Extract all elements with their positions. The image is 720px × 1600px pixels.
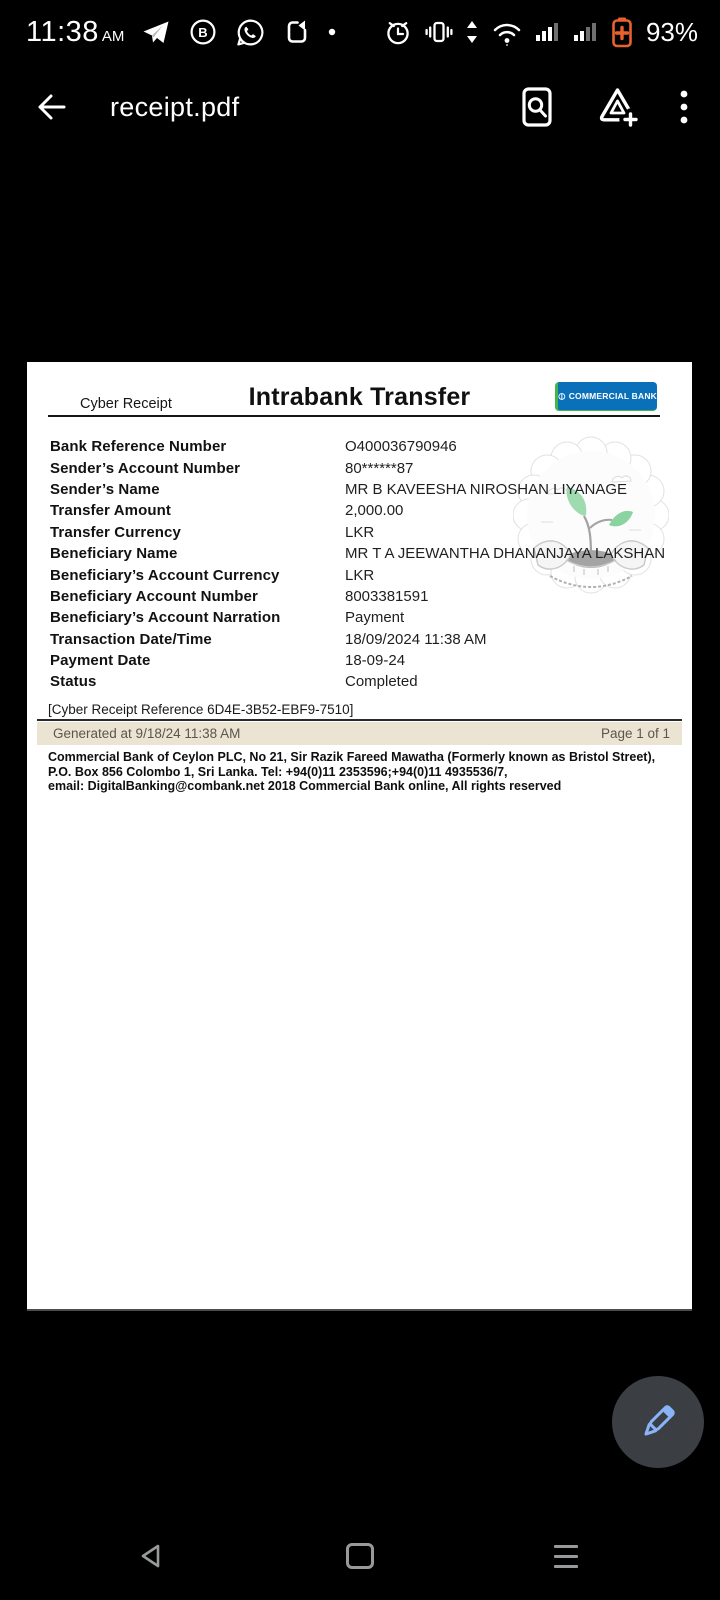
field-value: LKR: [345, 566, 375, 584]
pencil-icon: [634, 1398, 682, 1446]
field-label: Beneficiary Name: [50, 545, 178, 563]
field-value: Completed: [345, 673, 418, 691]
field-value: LKR: [345, 523, 375, 541]
arrow-app-icon: [283, 17, 311, 47]
signal-icon-sim1: [535, 18, 562, 46]
generated-bar: [37, 722, 682, 745]
nav-home-button[interactable]: [332, 1528, 388, 1584]
battery-icon: [611, 16, 633, 48]
nav-back-button[interactable]: [122, 1528, 178, 1584]
app-bar: [0, 64, 720, 150]
svg-text:B: B: [198, 25, 209, 40]
field-value: O400036790946: [345, 438, 457, 456]
footer-divider: [37, 719, 682, 721]
field-value: 18-09-24: [345, 652, 406, 670]
bank-logo-text: COMMERCIAL BANK: [568, 391, 657, 401]
generated-at-text: Generated at 9/18/24 11:38 AM: [53, 726, 241, 741]
field-label: Transaction Date/Time: [50, 630, 212, 648]
field-value: 8003381591: [345, 587, 429, 605]
nav-recents-icon: [554, 1545, 578, 1568]
field-row: [50, 500, 682, 521]
document-title: receipt.pdf: [110, 91, 240, 122]
field-label: Transfer Currency: [50, 523, 181, 541]
status-bar: [0, 0, 720, 64]
bank-footer-text: [48, 750, 674, 794]
field-row: [50, 607, 682, 628]
nav-recents-button[interactable]: [538, 1528, 594, 1584]
field-value: MR T A JEEWANTHA DHANANJAYA LAKSHAN: [345, 545, 666, 563]
alarm-icon: [383, 17, 413, 47]
status-time: 11:38: [26, 15, 99, 48]
field-row: [50, 436, 682, 457]
wifi-icon: [490, 18, 524, 46]
nav-home-icon: [346, 1543, 374, 1569]
cyber-receipt-reference: [Cyber Receipt Reference 6D4E-3B52-EBF9-7510]: [48, 702, 354, 717]
annotate-add-icon[interactable]: [595, 84, 641, 130]
header-divider: [48, 415, 660, 417]
field-label: Sender’s Account Number: [50, 459, 241, 477]
field-row: [50, 650, 682, 671]
whatsapp-icon: [235, 17, 266, 48]
receipt-title: Intrabank Transfer: [248, 383, 471, 411]
field-row: [50, 671, 682, 692]
updown-arrows-icon: [465, 18, 479, 46]
find-in-document-icon[interactable]: [516, 85, 558, 129]
bank-logo-glyph: [558, 390, 566, 403]
field-value: 80******87: [345, 459, 414, 477]
vibrate-icon: [424, 17, 454, 47]
signal-icon-sim2: [573, 18, 600, 46]
page-indicator: Page 1 of 1: [600, 726, 670, 741]
field-value: 2,000.00: [345, 502, 404, 520]
b-app-icon: [188, 17, 218, 47]
field-row: [50, 564, 682, 585]
footer-line-3: email: DigitalBanking@combank.net 2018 Commercial Bank online, All rights reserved: [48, 779, 562, 794]
nav-back-icon: [137, 1541, 163, 1571]
field-row: [50, 479, 682, 500]
field-value: 18/09/2024 11:38 AM: [345, 630, 487, 648]
status-meridiem: AM: [101, 27, 125, 45]
field-value: MR B KAVEESHA NIROSHAN LIYANAGE: [345, 480, 628, 498]
field-row: [50, 543, 682, 564]
field-label: Beneficiary’s Account Narration: [50, 609, 281, 627]
field-label: Bank Reference Number: [50, 438, 227, 456]
clock-text: [26, 16, 124, 49]
field-row: [50, 586, 682, 607]
field-row: [50, 522, 682, 543]
android-nav-bar: [0, 1510, 720, 1600]
field-value: Payment: [345, 609, 405, 627]
field-label: Beneficiary’s Account Currency: [50, 566, 280, 584]
notification-dot: [328, 28, 336, 36]
field-row: [50, 457, 682, 478]
overflow-menu-icon[interactable]: [678, 87, 690, 127]
field-label: Payment Date: [50, 652, 151, 670]
field-label: Transfer Amount: [50, 502, 171, 520]
commercial-bank-logo: [555, 382, 657, 411]
field-row: [50, 629, 682, 650]
pdf-page[interactable]: [27, 362, 692, 1309]
footer-line-1: Commercial Bank of Ceylon PLC, No 21, Sir Razik Fareed Mawatha (Formerly known as Bristol Street),: [48, 750, 656, 764]
field-label: Status: [50, 673, 97, 691]
back-arrow-icon[interactable]: [30, 88, 68, 126]
receipt-fields: [50, 436, 682, 693]
field-label: Beneficiary Account Number: [50, 587, 258, 605]
edit-fab[interactable]: [612, 1376, 704, 1468]
telegram-icon: [141, 17, 171, 47]
doc-type-label: Cyber Receipt: [80, 396, 172, 412]
footer-line-2: P.O. Box 856 Colombo 1, Sri Lanka. Tel: +94(0)11 2353596;+94(0)11 4935536/7,: [48, 764, 508, 779]
battery-percent: 93%: [645, 16, 698, 47]
field-label: Sender’s Name: [50, 480, 160, 498]
